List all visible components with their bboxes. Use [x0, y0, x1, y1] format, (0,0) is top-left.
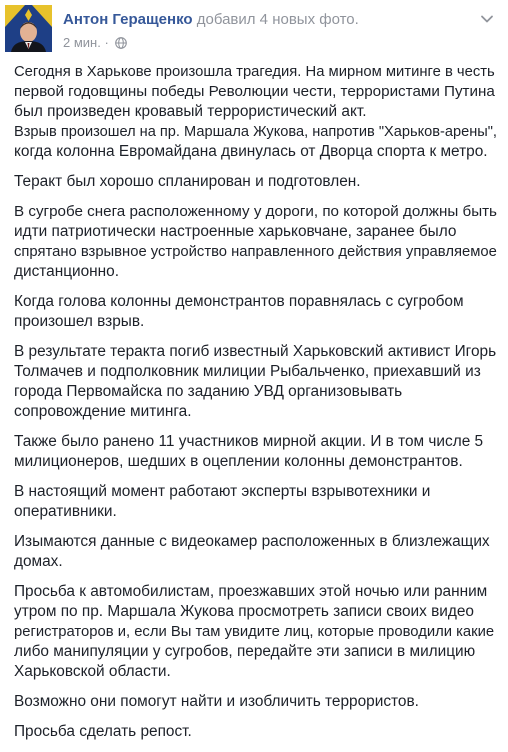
post-paragraph [14, 62, 500, 162]
avatar[interactable] [5, 5, 52, 52]
avatar-image [5, 5, 52, 52]
timestamp-link[interactable]: 2 мин. [63, 35, 101, 50]
post-meta [63, 35, 127, 52]
post-paragraph [14, 202, 500, 282]
post-text-line: сопровождение митинга. [14, 403, 192, 420]
post-paragraph [14, 432, 500, 472]
post-text-line: идти патриотически настроенные харьковчане, заранее было [14, 223, 457, 240]
post-paragraph [14, 532, 500, 572]
post-text-line: был произведен кровавый террористический акт. [14, 103, 367, 120]
post-text-line: Просьба к автомобилистам, проезжавших этой ночью или ранним [14, 583, 488, 600]
author-name-link[interactable]: Антон Геращенко [63, 11, 193, 28]
post-text-line: первой годовщины победы Революции чести, террористами Путина [14, 83, 495, 100]
post-paragraph [14, 292, 500, 332]
post-text-line: домах. [14, 553, 63, 570]
post-text-line: когда колонна Евромайдана двинулась от Дворца спорта к метро. [14, 143, 488, 160]
post-text-line: дистанционно. [14, 263, 120, 280]
post-paragraph [14, 172, 500, 192]
chevron-down-icon[interactable] [480, 12, 494, 26]
post-text-line: В результате теракта погиб известный Харьковский активист Игорь [14, 343, 497, 360]
post-text-line: Харьковской области. [14, 663, 171, 680]
post-text-line: Взрыв произошел на пр. Маршала Жукова, напротив "Харьков-арены", [14, 124, 497, 140]
post-header [0, 0, 508, 56]
post-paragraph [14, 582, 500, 682]
post-text-line: В настоящий момент работают эксперты взрывотехники и [14, 483, 431, 500]
post-text-line: милиционеров, шедших в оцеплении колонны демонстрантов. [14, 453, 463, 470]
post-text-line: спрятано взрывное устройство направленного действия управляемое [14, 244, 497, 260]
post-text-line: Также было ранено 11 участников мирной акции. И в том числе 5 [14, 433, 484, 450]
post-action-text: добавил 4 новых фото. [196, 11, 359, 28]
post-paragraph [14, 342, 500, 422]
globe-icon [115, 37, 127, 52]
post-text-line: либо манипуляции у сугробов, передайте эти записи в милицию [14, 643, 476, 660]
post-text-line: В сугробе снега расположенному у дороги, по которой должны быть [14, 203, 497, 220]
post-paragraph [14, 692, 500, 712]
post-text-line: регистраторов и, если Вы там увидите лиц, которые проводили какие [14, 624, 495, 640]
post-text-line: Теракт был хорошо спланирован и подготовлен. [14, 173, 361, 190]
post-paragraph [14, 722, 500, 742]
post-text-line: утром по пр. Маршала Жукова просмотреть записи своих видео [14, 603, 474, 620]
post-text-line: оперативники. [14, 503, 117, 520]
post-text-line: Сегодня в Харькове произошла трагедия. На мирном митинге в честь [14, 64, 495, 80]
author-line [63, 11, 359, 28]
post-text-line: Изымаются данные с видеокамер расположенных в близлежащих [14, 533, 490, 550]
post-text [14, 62, 500, 752]
post-text-line: Когда голова колонны демонстрантов поравнялась с сугробом [14, 293, 464, 310]
post-paragraph [14, 482, 500, 522]
post-text-line: произошел взрыв. [14, 313, 145, 330]
meta-separator: · [104, 35, 109, 50]
post-text-line: Просьба сделать репост. [14, 723, 192, 740]
post-text-line: Возможно они помогут найти и изобличить террористов. [14, 693, 419, 710]
post-text-line: Толмачев и подполковник милиции Рыбальченко, приехавший из [14, 363, 481, 380]
post-text-line: города Первомайска по заданию УВД организовывать [14, 383, 403, 400]
